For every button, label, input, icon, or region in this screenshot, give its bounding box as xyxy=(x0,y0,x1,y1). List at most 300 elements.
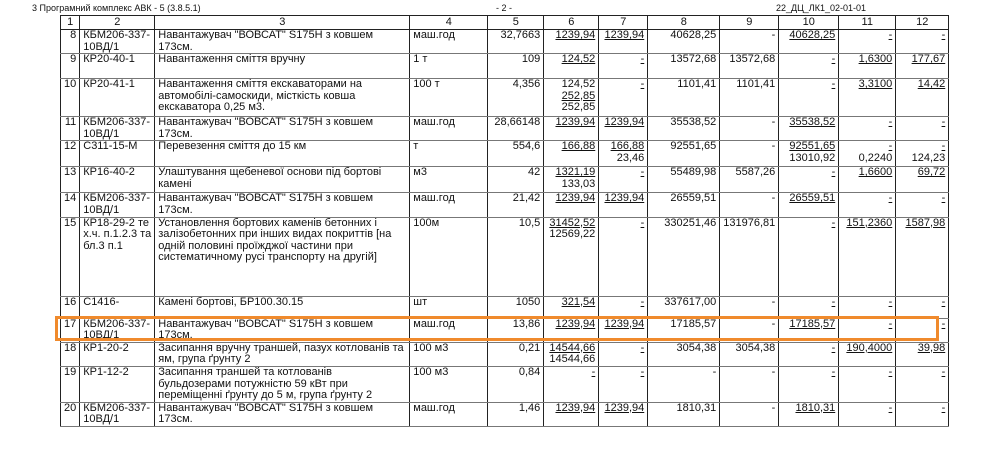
work-description-value: Засипання вручну траншей, пазух котлованів та ям, група ґрунту 2 xyxy=(158,342,404,366)
unit-cost-value: - xyxy=(591,366,596,378)
labor-total-value: - xyxy=(941,140,946,153)
work-description xyxy=(155,296,410,318)
machine-cost-value: 1239,94 xyxy=(604,29,645,41)
labor-total-value: - xyxy=(941,116,946,129)
work-description-value: Навантажувач "ВОВСАТ" S175H з ковшем 173см. xyxy=(158,318,374,342)
row-number-value: 17 xyxy=(64,318,77,330)
document-code: 22_ДЦ_ЛК1_02-01-01 xyxy=(776,3,866,13)
quantity-value: 109 xyxy=(521,53,541,66)
labor-unit xyxy=(839,30,896,54)
quantity xyxy=(488,117,544,141)
total-cost xyxy=(648,167,720,193)
table-row xyxy=(61,318,949,342)
wages xyxy=(720,318,779,342)
quantity-value: 10,5 xyxy=(518,217,541,229)
column-header-12: 12 xyxy=(896,16,949,30)
row-number-value: 16 xyxy=(64,296,77,308)
total-cost xyxy=(648,141,720,167)
unit-cost xyxy=(544,54,599,79)
wages-value: 13572,68 xyxy=(729,53,776,66)
quantity xyxy=(488,193,544,217)
row-number-value: 19 xyxy=(64,366,77,378)
column-header-1: 1 xyxy=(61,16,80,30)
machine-cost xyxy=(599,79,648,117)
unit-value: 100м xyxy=(413,217,440,229)
machine-cost xyxy=(599,141,648,167)
machine-total-value: - xyxy=(831,217,836,229)
total-cost-value: 17185,57 xyxy=(670,318,717,330)
quantity-value: 1050 xyxy=(515,296,541,308)
machine-cost xyxy=(599,342,648,366)
column-number-row xyxy=(61,16,949,30)
labor-total-value: 39,98 xyxy=(917,342,946,354)
unit-cost-value: 124,52 xyxy=(561,53,596,66)
labor-total xyxy=(896,217,949,296)
estimate-table xyxy=(60,15,949,427)
table-row xyxy=(61,141,949,167)
resource-code-value: КР1-12-2 xyxy=(83,366,129,378)
machine-total xyxy=(779,217,839,296)
unit-cost xyxy=(544,366,599,402)
work-description xyxy=(155,141,410,167)
column-header-5: 5 xyxy=(488,16,544,30)
machine-total-value: - xyxy=(831,166,836,179)
resource-code xyxy=(80,193,155,217)
row-number-value: 8 xyxy=(70,29,77,41)
unit-cost-value: 14544,66 xyxy=(549,342,596,354)
machine-cost-value: - xyxy=(640,53,645,66)
unit xyxy=(410,117,488,141)
work-description-value: Навантажувач "ВОВСАТ" S175H з ковшем 173см. xyxy=(158,192,374,216)
labor-total-lower: 124,23 xyxy=(911,151,946,164)
unit-value: 100 т xyxy=(413,78,440,91)
machine-cost-value: 1239,94 xyxy=(604,116,645,129)
machine-total xyxy=(779,30,839,54)
labor-unit-value: - xyxy=(888,366,893,378)
total-cost xyxy=(648,402,720,426)
labor-total xyxy=(896,366,949,402)
wages xyxy=(720,30,779,54)
labor-total-value: 14,42 xyxy=(917,78,946,91)
labor-unit-value: - xyxy=(888,29,893,41)
unit xyxy=(410,366,488,402)
unit-cost-value: 166,88 xyxy=(561,140,596,153)
work-description-value: Камені бортові, БР100.30.15 xyxy=(158,296,304,308)
column-header-10: 10 xyxy=(779,16,839,30)
unit-value: шт xyxy=(413,296,428,308)
labor-unit xyxy=(839,318,896,342)
unit-cost xyxy=(544,296,599,318)
unit-cost xyxy=(544,117,599,141)
wages-value: 5587,26 xyxy=(735,166,776,179)
unit-cost xyxy=(544,167,599,193)
unit-cost xyxy=(544,217,599,296)
unit-cost xyxy=(544,402,599,426)
unit xyxy=(410,141,488,167)
labor-total xyxy=(896,54,949,79)
resource-code-value: КР20-40-1 xyxy=(83,53,135,66)
labor-unit xyxy=(839,366,896,402)
machine-total xyxy=(779,296,839,318)
row-number xyxy=(61,402,80,426)
resource-code xyxy=(80,141,155,167)
labor-unit xyxy=(839,193,896,217)
quantity xyxy=(488,296,544,318)
column-header-8: 8 xyxy=(648,16,720,30)
total-cost xyxy=(648,366,720,402)
total-cost-value: 35538,52 xyxy=(670,116,717,129)
machine-total-value: 26559,51 xyxy=(789,192,836,205)
wages-value: - xyxy=(771,402,776,414)
machine-total xyxy=(779,193,839,217)
machine-cost xyxy=(599,296,648,318)
labor-unit-value: - xyxy=(888,296,893,308)
resource-code xyxy=(80,117,155,141)
quantity xyxy=(488,366,544,402)
row-number xyxy=(61,79,80,117)
work-description-value: Навантаження сміття екскаваторами на автомобілі-самоскиди, місткість ковша екскаватора 0,25 м3. xyxy=(158,78,363,114)
unit-cost-value: 1239,94 xyxy=(555,318,596,330)
wages-value: - xyxy=(771,29,776,41)
labor-total-value: 69,72 xyxy=(917,166,946,179)
resource-code-value: КБМ206-337-10ВД/1 xyxy=(83,29,151,53)
machine-total xyxy=(779,54,839,79)
labor-unit-value: - xyxy=(888,402,893,414)
wages xyxy=(720,54,779,79)
machine-cost xyxy=(599,366,648,402)
labor-total-value: - xyxy=(941,296,946,308)
machine-total-value: - xyxy=(831,366,836,378)
wages-value: - xyxy=(771,318,776,330)
row-number-value: 12 xyxy=(64,140,77,153)
column-header-9: 9 xyxy=(720,16,779,30)
machine-total-value: - xyxy=(831,342,836,354)
unit xyxy=(410,296,488,318)
machine-total-value: - xyxy=(831,78,836,91)
wages xyxy=(720,366,779,402)
unit-value: т xyxy=(413,140,419,153)
work-description-value: Улаштування щебеневої основи під бортові камені xyxy=(158,166,382,190)
work-description xyxy=(155,54,410,79)
wages-value: - xyxy=(771,116,776,129)
labor-unit-value: 3,3100 xyxy=(858,78,893,91)
total-cost xyxy=(648,30,720,54)
total-cost-value: 13572,68 xyxy=(670,53,717,66)
quantity xyxy=(488,54,544,79)
work-description-value: Навантажувач "ВОВСАТ" S175H з ковшем 173см. xyxy=(158,116,374,140)
work-description-value: Установлення бортових каменів бетонних і залізобетонних при інших видах покриттів [на одній половині проїжджої частини при систематичному русі транспорту на другій] xyxy=(158,217,392,264)
unit-value: маш.год xyxy=(413,402,455,414)
resource-code xyxy=(80,54,155,79)
table-row xyxy=(61,54,949,79)
machine-total xyxy=(779,342,839,366)
resource-code-value: КБМ206-337-10ВД/1 xyxy=(83,116,151,140)
machine-total xyxy=(779,79,839,117)
labor-unit-value: - xyxy=(888,318,893,330)
machine-cost-value: 1239,94 xyxy=(604,318,645,330)
wages xyxy=(720,402,779,426)
table-row xyxy=(61,217,949,296)
labor-unit-value: - xyxy=(888,192,893,205)
row-number xyxy=(61,217,80,296)
work-description xyxy=(155,30,410,54)
unit xyxy=(410,54,488,79)
resource-code-value: КР18-29-2 тех.ч. п.1.2.3 табл.3 п.1 xyxy=(83,217,152,252)
unit-cost xyxy=(544,342,599,366)
wages xyxy=(720,296,779,318)
table-row xyxy=(61,30,949,54)
column-header-2: 2 xyxy=(80,16,155,30)
quantity-value: 21,42 xyxy=(512,192,541,205)
quantity-value: 0,21 xyxy=(518,342,541,354)
total-cost-value: 337617,00 xyxy=(664,296,717,308)
machine-total-value: - xyxy=(831,53,836,66)
labor-total xyxy=(896,141,949,167)
total-cost xyxy=(648,296,720,318)
table-row xyxy=(61,402,949,426)
resource-code xyxy=(80,296,155,318)
work-description-value: Перевезення сміття до 15 км xyxy=(158,140,307,153)
labor-total-value: - xyxy=(941,192,946,205)
quantity-value: 42 xyxy=(528,166,541,179)
resource-code xyxy=(80,167,155,193)
total-cost xyxy=(648,117,720,141)
work-description xyxy=(155,217,410,296)
resource-code-value: КР1-20-2 xyxy=(83,342,129,354)
row-number-value: 15 xyxy=(64,217,77,229)
total-cost-value: 1810,31 xyxy=(676,402,717,414)
machine-total xyxy=(779,141,839,167)
labor-unit xyxy=(839,117,896,141)
labor-unit-value: - xyxy=(888,116,893,129)
resource-code-value: КР20-41-1 xyxy=(83,78,135,91)
wages-value: - xyxy=(771,366,776,378)
total-cost-value: 3054,38 xyxy=(676,342,717,354)
total-cost-value: 55489,98 xyxy=(670,166,717,179)
resource-code-value: КБМ206-337-10ВД/1 xyxy=(83,318,151,342)
quantity-value: 32,7663 xyxy=(500,29,541,41)
row-number xyxy=(61,30,80,54)
total-cost xyxy=(648,54,720,79)
table-row xyxy=(61,193,949,217)
resource-code xyxy=(80,402,155,426)
column-header-6: 6 xyxy=(544,16,599,30)
quantity xyxy=(488,167,544,193)
unit-value: 1 т xyxy=(413,53,428,66)
unit-cost xyxy=(544,79,599,117)
quantity-value: 554,6 xyxy=(512,140,541,153)
labor-unit-lower: 0,2240 xyxy=(858,151,893,164)
resource-code xyxy=(80,342,155,366)
row-number-value: 10 xyxy=(64,78,77,91)
unit-value: 100 м3 xyxy=(413,342,449,354)
machine-total-value: 1810,31 xyxy=(795,402,836,414)
resource-code-value: КБМ206-337-10ВД/1 xyxy=(83,192,151,216)
table-row xyxy=(61,117,949,141)
total-cost-value: 1101,41 xyxy=(677,78,717,91)
unit-cost xyxy=(544,30,599,54)
total-cost xyxy=(648,342,720,366)
table-row xyxy=(61,366,949,402)
work-description-value: Навантажувач "ВОВСАТ" S175H з ковшем 173см. xyxy=(158,402,374,426)
labor-unit xyxy=(839,141,896,167)
unit-value: маш.год xyxy=(413,318,455,330)
unit-cost-value: 31452,52 xyxy=(549,217,596,229)
work-description xyxy=(155,167,410,193)
unit-cost-lower: 252,85 xyxy=(561,101,596,114)
machine-total-value: 40628,25 xyxy=(789,29,836,41)
machine-cost xyxy=(599,167,648,193)
wages-value: 131976,81 xyxy=(723,217,776,229)
row-number xyxy=(61,193,80,217)
unit-cost-value: 1321,19 xyxy=(555,166,596,179)
total-cost-value: 330251,46 xyxy=(664,217,717,229)
quantity-value: 13,86 xyxy=(512,318,541,330)
table-row xyxy=(61,79,949,117)
machine-cost xyxy=(599,193,648,217)
machine-total-lower: 13010,92 xyxy=(789,151,836,164)
quantity xyxy=(488,318,544,342)
machine-cost-lower: 23,46 xyxy=(616,151,645,164)
wages xyxy=(720,117,779,141)
labor-unit xyxy=(839,217,896,296)
unit-cost xyxy=(544,318,599,342)
quantity-value: 28,66148 xyxy=(494,116,541,129)
labor-unit xyxy=(839,296,896,318)
total-cost xyxy=(648,217,720,296)
row-number-value: 11 xyxy=(64,116,77,129)
unit-cost-value: 252,85 xyxy=(561,89,596,102)
machine-total-value: 17185,57 xyxy=(789,318,836,330)
machine-total-value: 92551,65 xyxy=(789,140,836,153)
labor-unit xyxy=(839,402,896,426)
unit-cost-lower: 14544,66 xyxy=(549,353,596,366)
unit-cost xyxy=(544,193,599,217)
total-cost xyxy=(648,193,720,217)
machine-total xyxy=(779,167,839,193)
machine-cost xyxy=(599,402,648,426)
quantity-value: 1,46 xyxy=(518,402,541,414)
wages-value: - xyxy=(771,192,776,205)
resource-code-value: С311-15-М xyxy=(83,140,138,153)
quantity-value: 4,356 xyxy=(512,78,541,91)
wages xyxy=(720,342,779,366)
machine-cost-value: - xyxy=(640,166,645,179)
table-row xyxy=(61,167,949,193)
quantity-value: 0,84 xyxy=(518,366,541,378)
wages-value: 1101,41 xyxy=(736,78,776,91)
work-description xyxy=(155,79,410,117)
labor-unit xyxy=(839,79,896,117)
table-row xyxy=(61,296,949,318)
row-number xyxy=(61,366,80,402)
resource-code xyxy=(80,366,155,402)
resource-code xyxy=(80,79,155,117)
unit xyxy=(410,217,488,296)
work-description xyxy=(155,117,410,141)
machine-cost xyxy=(599,54,648,79)
labor-total-value: - xyxy=(941,29,946,41)
labor-total xyxy=(896,79,949,117)
unit xyxy=(410,167,488,193)
machine-total-value: 35538,52 xyxy=(789,116,836,129)
labor-total xyxy=(896,117,949,141)
row-number-value: 20 xyxy=(64,402,77,414)
labor-unit-value: 151,2360 xyxy=(846,217,893,229)
machine-total xyxy=(779,318,839,342)
machine-total xyxy=(779,117,839,141)
wages-value: - xyxy=(771,296,776,308)
row-number-value: 18 xyxy=(64,342,77,354)
unit-cost-value: 1239,94 xyxy=(555,402,596,414)
quantity xyxy=(488,402,544,426)
page-number: - 2 - xyxy=(496,3,513,13)
machine-total-value: - xyxy=(831,296,836,308)
labor-total-value: - xyxy=(941,402,946,414)
unit-value: 100 м3 xyxy=(413,366,449,378)
row-number xyxy=(61,141,80,167)
row-number-value: 14 xyxy=(64,192,77,205)
quantity xyxy=(488,79,544,117)
row-number-value: 9 xyxy=(70,53,77,66)
column-header-4: 4 xyxy=(410,16,488,30)
unit xyxy=(410,318,488,342)
machine-cost-value: 1239,94 xyxy=(604,192,645,205)
work-description xyxy=(155,342,410,366)
row-number-value: 13 xyxy=(64,166,77,179)
total-cost-value: 26559,51 xyxy=(670,192,717,205)
work-description xyxy=(155,366,410,402)
machine-cost xyxy=(599,117,648,141)
row-number xyxy=(61,54,80,79)
unit-value: м3 xyxy=(413,166,427,179)
resource-code-value: С1416- xyxy=(83,296,120,308)
quantity xyxy=(488,342,544,366)
machine-cost-value: - xyxy=(640,296,645,308)
labor-unit xyxy=(839,342,896,366)
quantity xyxy=(488,30,544,54)
machine-cost-value: - xyxy=(640,217,645,229)
row-number xyxy=(61,167,80,193)
labor-total xyxy=(896,342,949,366)
labor-unit-value: 1,6300 xyxy=(858,53,893,66)
row-number xyxy=(61,318,80,342)
wages xyxy=(720,167,779,193)
unit xyxy=(410,79,488,117)
labor-total-value: 177,67 xyxy=(911,53,946,66)
wages xyxy=(720,79,779,117)
quantity xyxy=(488,217,544,296)
labor-total xyxy=(896,318,949,342)
total-cost-value: 92551,65 xyxy=(670,140,717,153)
wages xyxy=(720,217,779,296)
labor-unit-value: 190,4000 xyxy=(846,342,893,354)
labor-total xyxy=(896,402,949,426)
machine-cost-value: 166,88 xyxy=(610,140,645,153)
unit-value: маш.год xyxy=(413,192,455,205)
labor-total xyxy=(896,167,949,193)
unit xyxy=(410,402,488,426)
page-header xyxy=(32,3,953,15)
labor-total xyxy=(896,30,949,54)
column-header-11: 11 xyxy=(839,16,896,30)
resource-code-value: КБМ206-337-10ВД/1 xyxy=(83,402,151,426)
wages-value: - xyxy=(771,140,776,153)
wages xyxy=(720,141,779,167)
unit-cost-value: 321,54 xyxy=(561,296,596,308)
labor-total-value: - xyxy=(941,366,946,378)
table-body xyxy=(61,30,949,427)
